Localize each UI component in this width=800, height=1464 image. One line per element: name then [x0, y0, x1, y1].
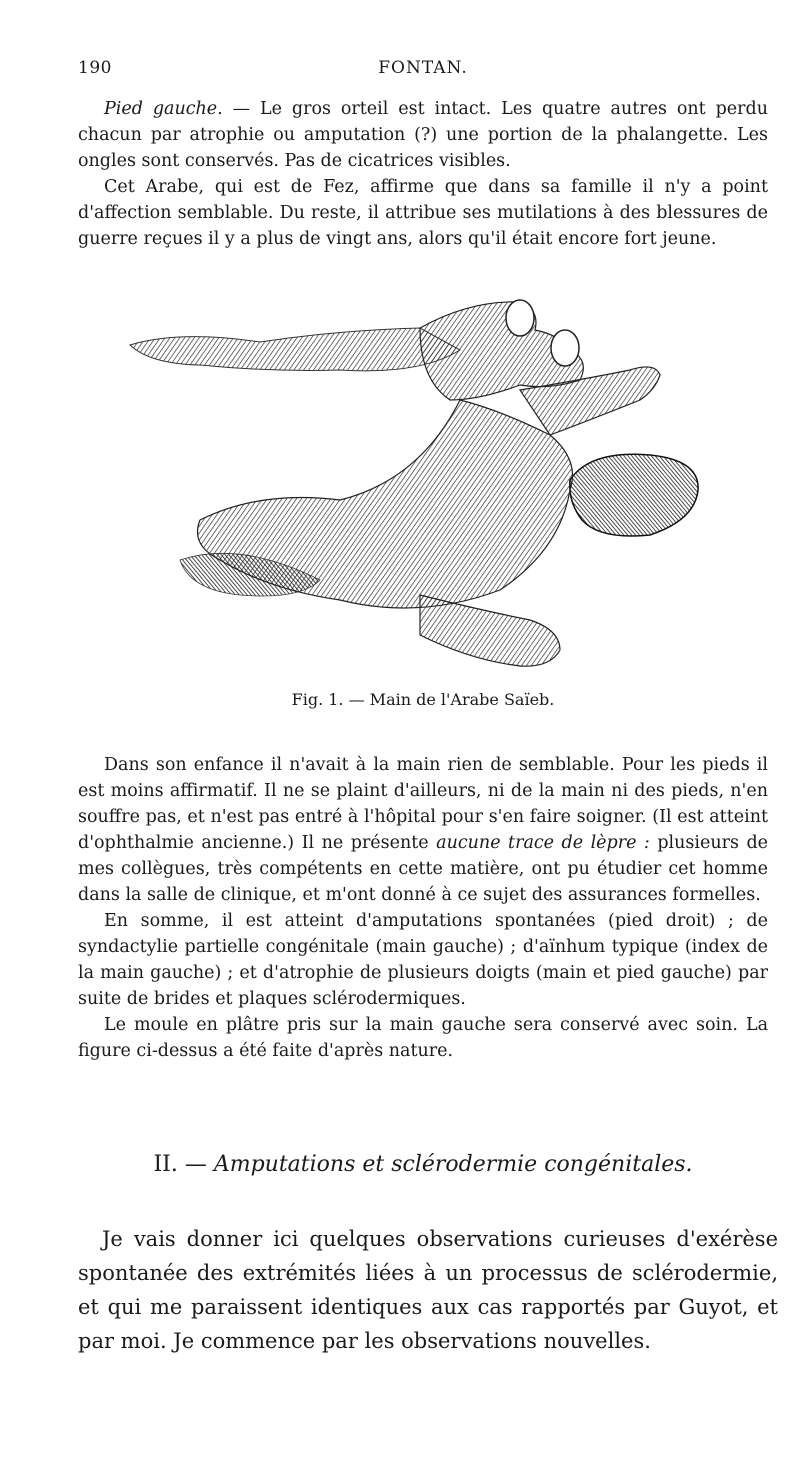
running-header	[78, 58, 768, 82]
figure-caption: Fig. 1. — Main de l'Arabe Saïeb.	[291, 690, 555, 709]
fingertip-shape	[506, 300, 534, 336]
text-block-top	[78, 96, 768, 252]
text-block-middle	[78, 752, 768, 1064]
paragraph-body: — Le gros orteil est intact. Les quatre autres ont perdu chacun par atrophie ou amputation (?) une portion de la phalangette. Les ongles sont conservés. Pas de cicatrices visibles.	[78, 99, 768, 171]
forearm-shape	[130, 328, 460, 371]
paragraph-enfance	[78, 752, 768, 908]
paragraph-arabe: Cet Arabe, qui est de Fez, affirme que dans sa famille il n'y a point d'affection semblable. Du reste, il attribue ses mutilations à des blessures de guerre reçues il y a plus de vingt ans, alors qu'il était encore fort jeune.	[78, 177, 768, 249]
fingertip-shape	[551, 330, 579, 366]
hand-illustration	[120, 290, 710, 690]
page-number: 190	[78, 58, 112, 78]
running-title: FONTAN.	[378, 58, 468, 78]
paragraph-italic: aucune trace de lèpre :	[436, 833, 650, 853]
thumb-shape	[420, 595, 560, 666]
paragraph-en-somme: En somme, il est atteint d'amputations spontanées (pied droit) ; de syndactylie partielle congénitale (main gauche) ; d'aïnhum typique (index de la main gauche) ; et d'atrophie de plusieurs doigts (main et pied gauche) par suite de brides et plaques sclérodermiques.	[78, 911, 768, 1009]
text-block-bottom	[78, 1222, 778, 1358]
paragraph-part: Dans son enfance il n'avait à la main rien de semblable. Pour les pieds il est moins affirmatif. Il ne se plaint d'ailleurs, ni de la main ni des pieds, n'en souffre pas, et n'est pas entré à l'hôpital pour s'en faire soigner. (Il est atteint d'ophthalmie ancienne.) Il ne présente	[78, 755, 768, 853]
bulbous-finger-shape	[570, 454, 698, 536]
figure-hand-engraving	[120, 290, 710, 690]
paragraph-part: plusieurs de mes collègues, très compétents en cette matière, ont pu étudier cet homme dans la salle de clinique, et m'ont donné à ce sujet des assurances formelles.	[78, 833, 768, 905]
section-number: II.	[153, 1152, 178, 1177]
paragraph-moule: Le moule en plâtre pris sur la main gauche sera conservé avec soin. La figure ci-dessus a été faite d'après nature.	[78, 1015, 768, 1061]
paragraph-pied-gauche	[78, 96, 768, 174]
paragraph-lead: Pied gauche.	[104, 99, 223, 119]
section-heading	[78, 1152, 768, 1177]
paragraph-observations: Je vais donner ici quelques observations curieuses d'exérèse spontanée des extrémités liées à un processus de sclérodermie, et qui me paraissent identiques aux cas rapportés par Guyot, et par moi. Je commence par les observations nouvelles.	[78, 1227, 778, 1353]
section-dash: —	[177, 1152, 214, 1177]
section-title-text: Amputations et sclérodermie congénitales.	[213, 1152, 693, 1177]
